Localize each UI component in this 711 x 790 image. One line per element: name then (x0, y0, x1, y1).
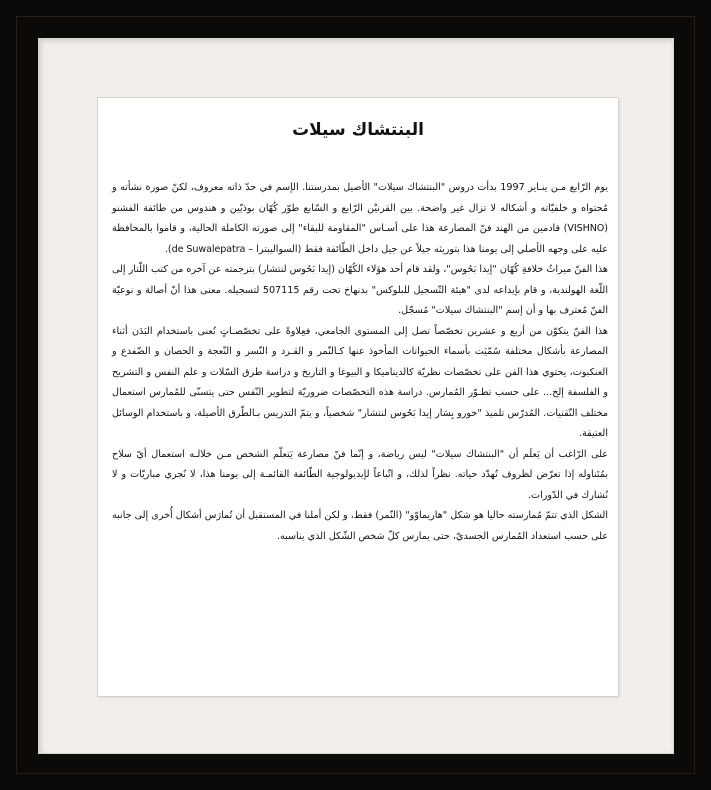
document-page (98, 98, 618, 696)
document-body (112, 178, 608, 547)
paragraph-5: الشكل الذي تتمّ مُمارسته حاليا هو شكل "هاريماوّو" (النّمر) فقط، و لكن أملنا في المستقبل أن تُمارَس أشكال أُخرى إلى جانبه على حسب استعداد المُمارس الجسديّ، حتى يمارس كلّ شخص الشّكل الذي يناسبه. (112, 510, 608, 542)
paragraph-2: هذا الفنّ ميراثُ خلافةِ كُهّان "إيدا بَحُوس"، ولقد قام أحد هؤلاء الكُهّان (إيدا بَحُوس لنتشار) بترجمته عن آخره من كتب اللّتار إلى اللّغة الهولندية، و قام بإيداعه لدى "هيئة التّسجيل للبلوكس" بدنهاخ تحت رقم 507115 لتسجيله. معنى هذا أنّ أصالة و نوعيّة الفنّ مُعترف بها و أن إسم "البنتشاك سيلات" مُسجّل. (112, 264, 608, 316)
paragraph-3: هذا الفنّ يتكوّن من أربع و عشرين تخصّصاً تصل إلى المستوى الجامعي، فعِلاوةً على تخصّصـاتٍ تُعنى باستخدام البَدَن أثناء المصارعة بأشكال مختلفة سُمّيَت بأسماء الحيوانات المأخوذ عنها كـالنّمر و القـرد و النّسر و النّعجة و الحصان و الضّفدع و العنكبوت، يحتوي هذا الفن على تخصّصات نظريّة كالديناميكا و البيوغا و التاريخ و دراسة طرق السّلات و علم النفس و التشريح و الفلسفة إلخ... على حسب تطـوّر المُمارس. دراسة هذه التخصّصات ضروريّة لتطوير النّفس حتى يتسنّى للمُمارس استعمال مختلف التّقنيات. المُدرّس تلميذ "خورو بِسَار إيدا بَحُوس لنتشار" شخصياً، و يتمّ التدريس بـالطّرق الأصيلة، و باستخدام الوسائل العتيقة. (112, 325, 608, 439)
paragraph-4: على الرّاغب أن يَعلَم أن "البنتشاك سيلات" ليس رياضة، و إنّما فنّ مصارعة يَتعلّم الشخص مـن خلالـه استعمال أيّ سلاح بمُتَناوله إذا تعرّض لظروف تُهدّد حياته. نظراً لذلك، و اتّباعاً لإيديولوجية الطّائفة القائمـة إلى يومنا هذا، لا نُجري مباريّات و لا نُشارك في الدّورات. (112, 448, 608, 501)
document-title: البنتشاك سيلات (292, 120, 424, 140)
paragraph-1: يوم الرّابع مـن ينـاير 1997 بدأت دروس "البنتشاك سيلات" الأصيل بمدرستنا. الإسم في حدّ ذاته معروف، لكنّ صورة نشأته و مُحتواه و خلفيّاته و أشكاله لا تزال غير واضحة. بين القرنيْن الرّابع و السّابع طوّر كُهّان بوذيّين و هندوس من طائفة الفشنو (VISHNO) قادمين من الهند فنّ المصارعة هذا على أسـاس "المقاومة للبقاء" إلى صورته الكاملة الحالية، و قاموا بالمحافظة عليه على وجهه الأصلي إلى يومنا هذا بتوريثه جيلاً عن جيل داخل الطّائفة فقط (السواليبترا – de Suwalepatra). (112, 182, 608, 255)
